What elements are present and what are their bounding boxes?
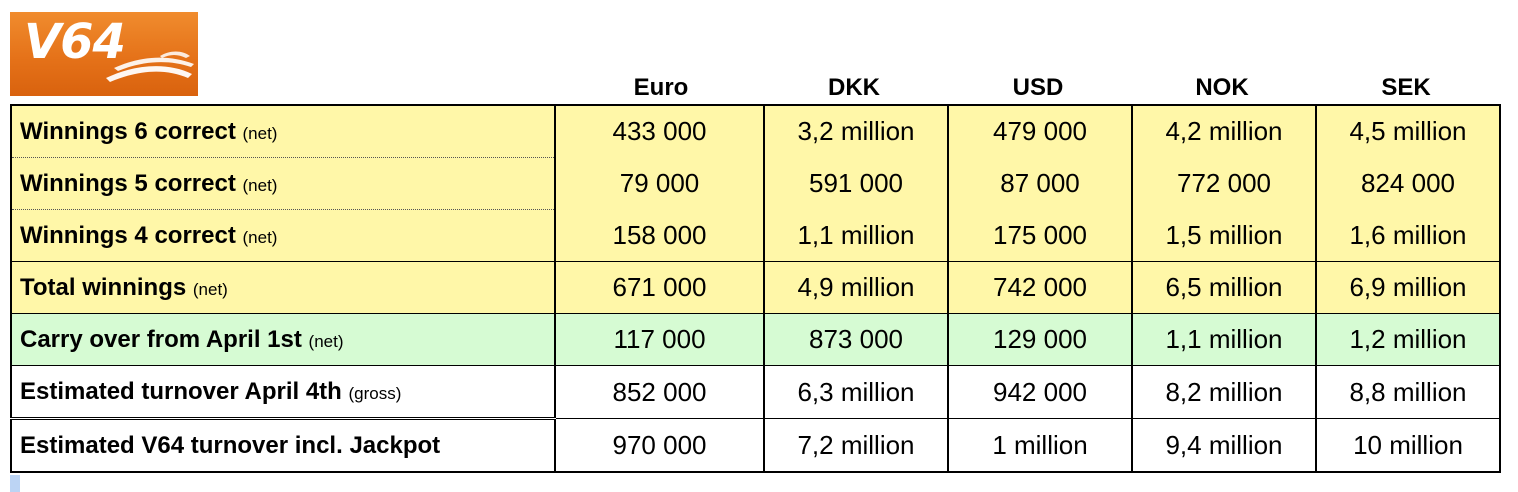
row-label: Estimated V64 turnover incl. Jackpot [11,419,555,473]
table-cell: 772 000 [1132,158,1316,210]
row-label: Winnings 6 correct (net) [11,105,555,158]
table-cell: 6,9 million [1316,262,1500,314]
table-cell: 158 000 [555,210,764,262]
row-note: (net) [242,123,278,143]
table-cell: 1,1 million [764,210,948,262]
table-cell: 873 000 [764,314,948,366]
table-cell: 6,5 million [1132,262,1316,314]
column-header-sek: SEK [1381,74,1431,101]
row-note: (gross) [348,383,402,403]
table-cell: 671 000 [555,262,764,314]
column-header-usd: USD [1012,74,1064,101]
table-cell: 433 000 [555,105,764,158]
column-header-dkk: DKK [828,74,880,101]
table-cell: 3,2 million [764,105,948,158]
v64-logo [10,12,198,96]
table-cell: 742 000 [948,262,1132,314]
table-cell: 8,2 million [1132,366,1316,419]
row-note: (net) [242,175,278,195]
table-row [11,158,1500,210]
row-label: Estimated turnover April 4th (gross) [11,366,555,419]
table-cell: 8,8 million [1316,366,1500,419]
table-cell: 175 000 [948,210,1132,262]
table-cell: 4,2 million [1132,105,1316,158]
table-cell: 87 000 [948,158,1132,210]
row-label: Winnings 4 correct (net) [11,210,555,262]
table-cell: 9,4 million [1132,419,1316,473]
table-cell: 1,1 million [1132,314,1316,366]
row-note: (net) [192,279,228,299]
table-cell: 4,9 million [764,262,948,314]
row-note: (net) [242,227,278,247]
table-cell: 1,6 million [1316,210,1500,262]
row-label: Carry over from April 1st (net) [11,314,555,366]
table-row [11,419,1500,473]
table-row [11,262,1500,314]
table-cell: 6,3 million [764,366,948,419]
table-cell: 4,5 million [1316,105,1500,158]
table-row [11,366,1500,419]
table-cell: 479 000 [948,105,1132,158]
table-cell: 591 000 [764,158,948,210]
logo-text: V64 [24,14,125,70]
table-cell: 129 000 [948,314,1132,366]
row-label: Winnings 5 correct (net) [11,158,555,210]
table-row [11,105,1500,158]
table-cell: 10 million [1316,419,1500,473]
table-cell: 824 000 [1316,158,1500,210]
column-header-euro: Euro [633,74,689,101]
winnings-table [10,104,1501,473]
table-cell: 1 million [948,419,1132,473]
table-cell: 852 000 [555,366,764,419]
table-cell: 1,5 million [1132,210,1316,262]
row-label: Total winnings (net) [11,262,555,314]
table-cell: 942 000 [948,366,1132,419]
table-row [11,210,1500,262]
table-row [11,314,1500,366]
table-cell: 117 000 [555,314,764,366]
column-header-nok: NOK [1195,74,1249,101]
row-note: (net) [308,331,344,351]
table-cell: 1,2 million [1316,314,1500,366]
table-cell: 7,2 million [764,419,948,473]
selection-marker [10,475,20,492]
table-cell: 79 000 [555,158,764,210]
table-cell: 970 000 [555,419,764,473]
